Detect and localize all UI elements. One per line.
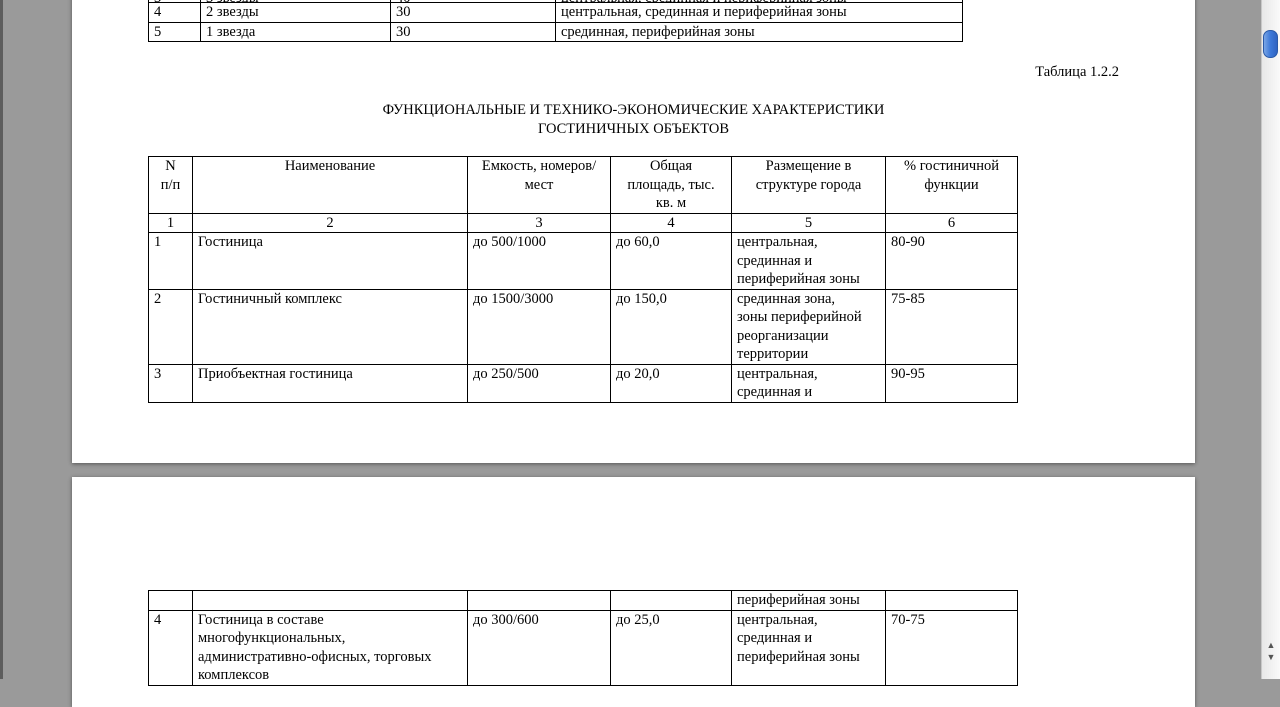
cell: 4: [149, 610, 193, 685]
cell: до 1500/3000: [468, 289, 611, 364]
cell: до 60,0: [611, 233, 732, 290]
table-row: [149, 233, 1018, 290]
header-percent: % гостиничной функции: [886, 157, 1018, 214]
document-page-2: [72, 477, 1195, 707]
table-title: [72, 101, 1195, 138]
cell: срединная зона, зоны периферийной реорганизации территории: [732, 289, 886, 364]
document-page-1: [72, 0, 1195, 463]
cell: центральная, срединная и периферийная зоны: [732, 610, 886, 685]
cell: 3: [149, 364, 193, 402]
cell: 5: [149, 22, 201, 42]
cell: 1 звезда: [201, 22, 391, 42]
col-number: 6: [886, 213, 1018, 233]
cell: 1: [149, 233, 193, 290]
table-row: [149, 610, 1018, 685]
cell: 4: [149, 3, 201, 23]
scroll-down-arrow-icon[interactable]: ▼: [1266, 652, 1276, 662]
cell: до 150,0: [611, 289, 732, 364]
scrollbar-thumb[interactable]: [1263, 30, 1278, 58]
header-row: [149, 157, 1018, 214]
cell: до 250/500: [468, 364, 611, 402]
cell: срединная, периферийная зоны: [556, 22, 963, 42]
cell: [468, 591, 611, 611]
table-row: [149, 289, 1018, 364]
window-left-edge: [0, 0, 3, 679]
cell: [886, 591, 1018, 611]
hotel-characteristics-table-continued: [148, 590, 1018, 686]
cell: до 300/600: [468, 610, 611, 685]
cell: до 20,0: [611, 364, 732, 402]
cell: 30: [391, 3, 556, 23]
vertical-scrollbar[interactable]: [1261, 0, 1280, 679]
header-placement: Размещение в структуре города: [732, 157, 886, 214]
table-row: [149, 591, 1018, 611]
cell: 90-95: [886, 364, 1018, 402]
col-number: 4: [611, 213, 732, 233]
previous-table: [148, 0, 963, 42]
table-caption-number: Таблица 1.2.2: [1035, 64, 1119, 80]
cell: Гостиница в составе многофункциональных, административно-офисных, торговых комплексов: [193, 610, 468, 685]
cell: 30: [391, 22, 556, 42]
cell: [611, 591, 732, 611]
cell: 2: [149, 289, 193, 364]
cell: центральная, срединная и периферийная зоны: [556, 3, 963, 23]
title-line: ФУНКЦИОНАЛЬНЫЕ И ТЕХНИКО-ЭКОНОМИЧЕСКИЕ ХАРАКТЕРИСТИКИ: [382, 102, 885, 118]
cell: Гостиница: [193, 233, 468, 290]
header-name: Наименование: [193, 157, 468, 214]
cell: до 25,0: [611, 610, 732, 685]
cell: 80-90: [886, 233, 1018, 290]
cell: до 500/1000: [468, 233, 611, 290]
hotel-characteristics-table: [148, 156, 1018, 403]
cell: 75-85: [886, 289, 1018, 364]
header-num: N п/п: [149, 157, 193, 214]
column-number-row: [149, 213, 1018, 233]
cell: периферийная зоны: [732, 591, 886, 611]
table-row: [149, 22, 963, 42]
cell: центральная, срединная и периферийная зоны: [732, 233, 886, 290]
table-row: [149, 3, 963, 23]
table-row: [149, 364, 1018, 402]
scroll-up-arrow-icon[interactable]: ▲: [1266, 640, 1276, 650]
cell: 2 звезды: [201, 3, 391, 23]
col-number: 5: [732, 213, 886, 233]
header-area: Общая площадь, тыс. кв. м: [611, 157, 732, 214]
cell: Гостиничный комплекс: [193, 289, 468, 364]
cell: 70-75: [886, 610, 1018, 685]
cell: [149, 591, 193, 611]
cell: Приобъектная гостиница: [193, 364, 468, 402]
col-number: 3: [468, 213, 611, 233]
col-number: 1: [149, 213, 193, 233]
col-number: 2: [193, 213, 468, 233]
cell: центральная, срединная и: [732, 364, 886, 402]
header-capacity: Емкость, номеров/ мест: [468, 157, 611, 214]
cell: [193, 591, 468, 611]
title-line: ГОСТИНИЧНЫХ ОБЪЕКТОВ: [537, 120, 730, 137]
